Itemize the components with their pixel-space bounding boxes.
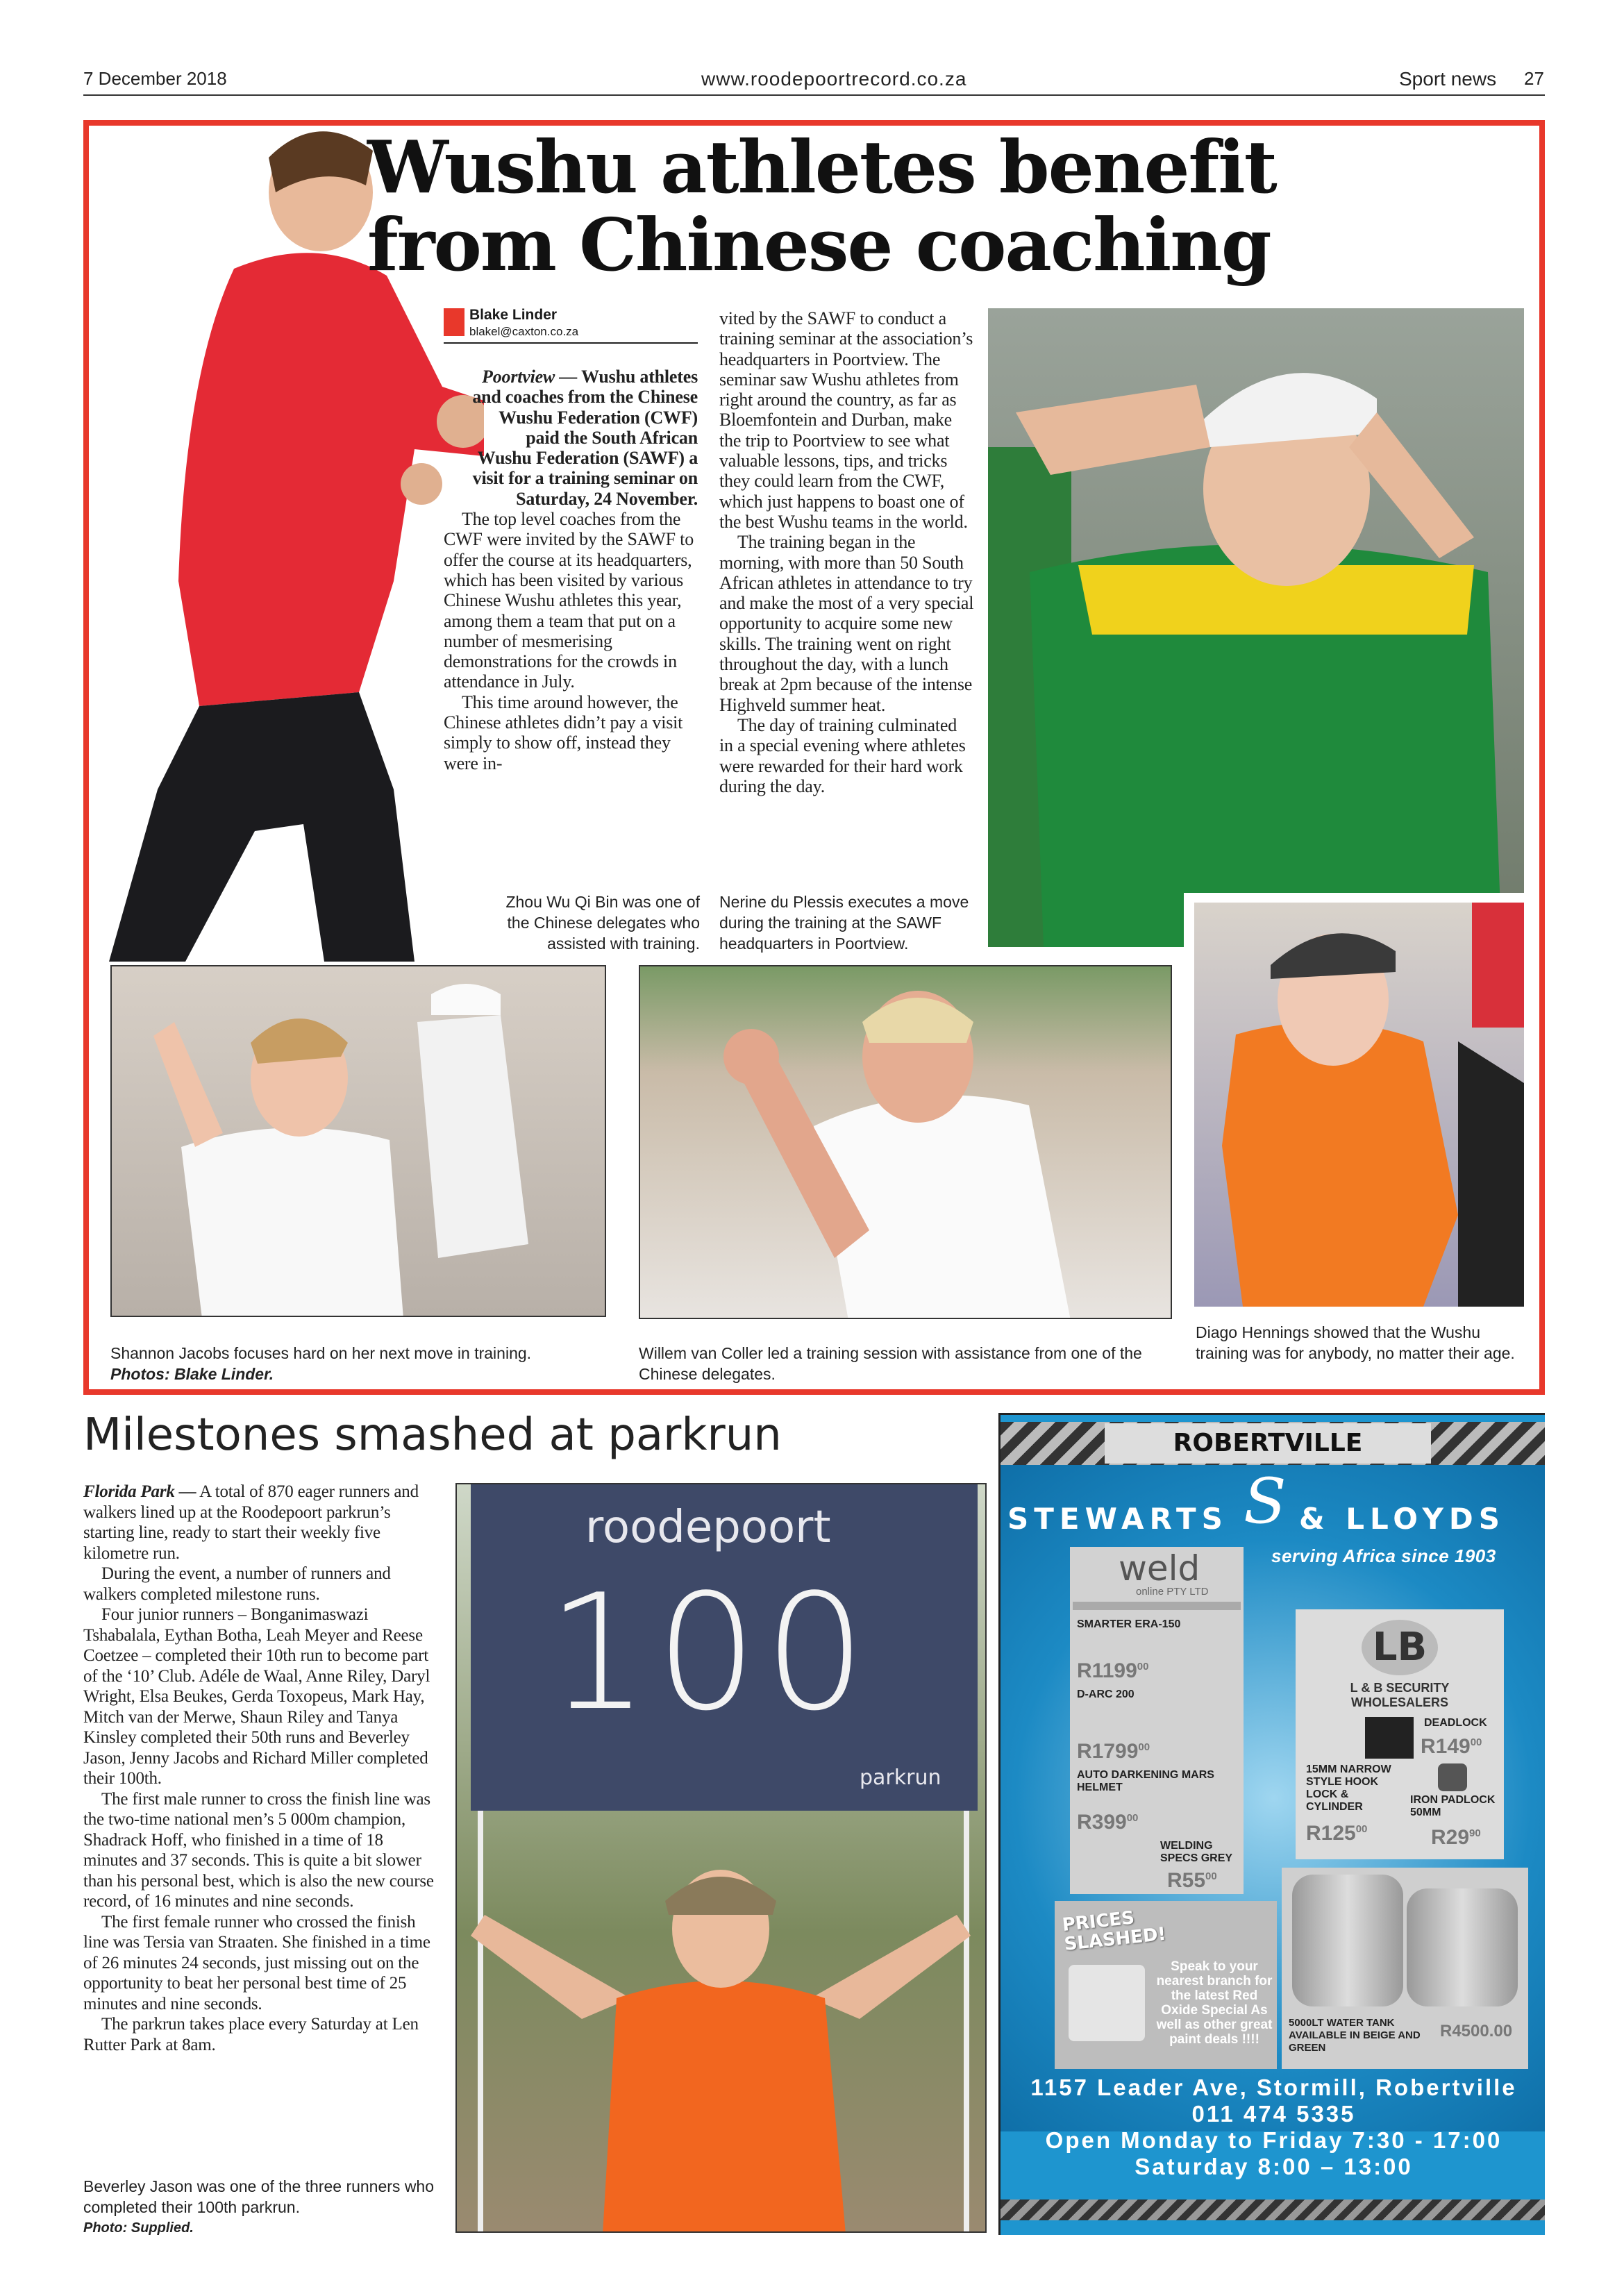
item-name: 15MM NARROW STYLE HOOK LOCK & CYLINDER [1306,1763,1391,1813]
water-tank-panel [1282,1868,1528,2069]
caption-willem: Willem van Coller led a training session with assistance from one of the Chinese delegates. [639,1344,1142,1383]
byline-rule [444,342,698,344]
ad-bottom-band [1001,2220,1545,2235]
section-name: Sport news [1399,68,1497,90]
page-number: 27 [1524,68,1544,89]
brand-right: & LLOYDS [1299,1502,1506,1536]
ad-hours-week: Open Monday to Friday 7:30 - 17:00 [1045,2127,1502,2153]
dateline: Florida Park — [83,1482,196,1501]
stewarts-logo-icon: S [1244,1465,1287,1538]
banner-number: 100 [547,1561,873,1746]
item-cents: 00 [1355,1823,1368,1835]
caption-shannon-text: Shannon Jacobs focuses hard on her next move in training. [110,1344,532,1362]
prices-slashed: PRICES SLASHED! [1061,1907,1167,1955]
byline-name: Blake Linder [469,307,558,323]
ad-contact [1001,2075,1545,2180]
weld-panel [1070,1547,1244,1894]
caption-shannon [110,1343,610,1384]
lead-paragraph [444,367,698,509]
item-price: R1199 [1077,1659,1137,1682]
headline-line-2: from Chinese coaching [367,202,1271,287]
parkrun-body [83,1482,434,2055]
ad-phone[interactable]: 011 474 5335 [1191,2101,1356,2127]
byline-email[interactable]: blakel@caxton.co.za [469,325,579,338]
body-paragraph: This time around however, the Chinese athletes didn’t pay a visit simply to show off, instead they were in- [444,692,683,773]
body-paragraph: Four junior runners – Bonganimaswazi Tshabalala, Eythan Botha, Leah Meyer and Reese Coetzee – completed their 10th run to become part of the ‘10’ Club. Adéle de Waal, Anne Riley, Daryl Wright, Elsa Beukes, Gerda Toxopeus, Mark Hay, Mitch van der Merwe, Shaun Riley and Tanya Kinsley completed their 50th runs and Beverley Jason, Jenny Jacobs and Richard Miller completed their 100th. [83,1605,430,1788]
body-paragraph: During the event, a number of runners and walkers completed milestone runs. [83,1564,391,1604]
caption-diago: Diago Hennings showed that the Wushu training was for anybody, no matter their age. [1196,1323,1515,1362]
wushu-headline [367,124,1276,287]
body-paragraph: The first female runner who crossed the finish line was Tersia van Straaten. She finished in a time of 26 minutes 24 seconds, just missing out on the opportunity to beat her personal best time of 25 minutes and nine seconds. [83,1912,430,2013]
caption-zhou: Zhou Wu Qi Bin was one of the Chinese delegates who assisted with training. [505,893,700,953]
body-paragraph: The day of training culminated in a special evening where athletes were rewarded for their hard work during the day. [719,714,966,796]
headline-line-1: Wushu athletes benefit [367,124,1276,210]
photo-credit: Photos: Blake Linder. [110,1365,274,1383]
item-price: R29 [1431,1826,1470,1849]
ad-branch: ROBERTVILLE [1105,1423,1431,1464]
item-price: R1799 [1077,1740,1139,1763]
banner-text: roodepoort [585,1502,831,1553]
tank-text: 5000LT WATER TANK AVAILABLE IN BEIGE AND GREEN [1289,2017,1421,2054]
lb-logo: LB [1362,1620,1438,1675]
banner-brand: parkrun [860,1766,941,1790]
paint-text: Speak to your nearest branch for the latest Red Oxide Special As well as other great paint deals !!!! [1156,1959,1273,2047]
padlock-image [1438,1763,1467,1791]
dateline: Poortview — [482,367,578,387]
parkrun-caption [83,2176,444,2238]
item-price: R55 [1167,1869,1206,1892]
photo-credit: Photo: Supplied. [83,2220,194,2236]
ad-address: 1157 Leader Ave, Stormill, Robertville [1030,2075,1517,2100]
item-name: AUTO DARKENING MARS HELMET [1077,1769,1214,1793]
deadlock-image [1365,1717,1414,1759]
photo-beverley-jason [455,1483,987,2233]
weld-sub: online PTY LTD [1136,1586,1209,1598]
item-name: SMARTER ERA-150 [1077,1618,1181,1630]
stewarts-lloyds-ad[interactable] [998,1413,1545,2235]
water-tank-image [1407,1888,1518,2006]
body-paragraph: The first male runner to cross the finish line was the two-time national men’s 5 000m champion, Shadrack Hoff, who finished in a time of 18 minutes and 37 seconds. This is quite a bit slower than his personal best, which is also the new course record, of 16 minutes and nine seconds. [83,1789,434,1911]
item-price: R149 [1421,1735,1471,1758]
wushu-column-1 [444,367,698,773]
item-name: D-ARC 200 [1077,1689,1135,1700]
item-name: DEADLOCK [1424,1717,1487,1729]
lb-security-panel [1296,1609,1504,1859]
item-cents: 00 [1138,1741,1150,1753]
item-cents: 00 [1205,1870,1217,1882]
ad-tagline: serving Africa since 1903 [1271,1545,1496,1566]
photo-willem-van-coller [639,965,1172,1319]
item-cents: 90 [1469,1827,1481,1839]
paint-panel [1055,1901,1277,2069]
caption-nerine: Nerine du Plessis executes a move during the training at the SAWF headquarters in Poortview. [719,893,969,953]
item-cents: 00 [1126,1812,1139,1824]
body-text: A total of 870 eager runners and walkers lined up at the Roodepoort parkrun’s starting line, ready to start their weekly five kilometre run. [83,1482,419,1563]
tank-price: R4500.00 [1440,2022,1513,2041]
body-paragraph: The training began in the morning, with more than 50 South African athletes in attendance to try and make the most of a very special opportunity to acquire some new skills. The training went on right throughout the day, with a lunch break at 2pm because of the intense Highveld summer heat. [719,532,974,715]
item-name: WELDING SPECS GREY [1160,1840,1233,1864]
body-paragraph: The parkrun takes place every Saturday at Len Rutter Park at 8am. [83,2015,419,2054]
item-cents: 00 [1137,1661,1149,1673]
photo-diago-hennings [1194,903,1524,1307]
issue-date: 7 December 2018 [83,68,227,89]
site-url[interactable]: www.roodepoortrecord.co.za [701,68,967,90]
item-price: R125 [1306,1822,1356,1845]
photo-shannon-jacobs [110,965,606,1317]
body-paragraph: vited by the SAWF to conduct a training seminar at the association’s headquarters in Poortview. The seminar saw Wushu athletes from right around the country, as far as Bloemfontein and Durban, make the trip to Poortview to see what valuable lessons, tips, and tricks they could learn from the CWF, which just happens to boast one of the best Wushu teams in the world. [719,308,973,532]
brand-left: STEWARTS [1007,1502,1228,1536]
paint-can-image [1069,1965,1145,2041]
weld-logo: weld [1119,1548,1200,1589]
photo-nerine-du-plessis [988,308,1524,947]
weld-items [1070,1614,1244,1894]
item-price: R399 [1077,1811,1127,1834]
parkrun-headline: Milestones smashed at parkrun [83,1409,782,1461]
lb-name: L & B SECURITY WHOLESALERS [1350,1681,1450,1709]
wushu-column-2 [719,308,975,796]
body-paragraph: The top level coaches from the CWF were invited by the SAWF to offer the course at its headquarters, which has been visited by various Chinese Wushu athletes this year, among them a team that put on a number of mesmerising demonstrations for the crowds in attendance in July. [444,509,694,692]
ad-hours-saturday: Saturday 8:00 – 13:00 [1135,2154,1413,2179]
byline-marker [444,308,464,336]
item-cents: 00 [1470,1736,1482,1748]
parkrun-caption-text: Beverley Jason was one of the three runners who completed their 100th parkrun. [83,2177,435,2216]
item-name: IRON PADLOCK 50MM [1410,1794,1496,1818]
lead-text: Wushu athletes and coaches from the Chinese Wushu Federation (CWF) paid the South African Wushu Federation (SAWF) a visit for a training seminar on Saturday, 24 November. [472,367,698,509]
water-tank-image [1292,1875,1403,2006]
hazard-stripe-bottom [1001,2199,1545,2220]
